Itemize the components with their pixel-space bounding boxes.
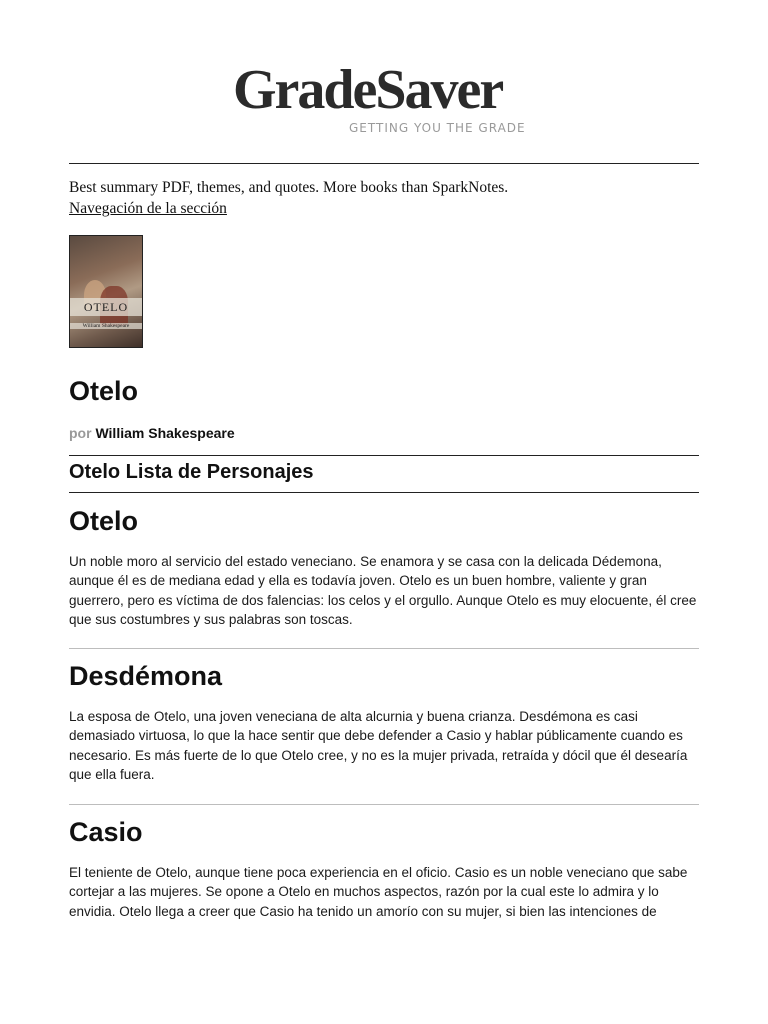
character-description: Un noble moro al servicio del estado veneciano. Se enamora y se casa con la delicada Dédemona, aunque él es de mediana edad y ella es todavía joven. Otelo es un buen hombre, valiente y gran guerrero, pero es víctima de dos falencias: los celos y el orgullo. Aunque Otelo es muy elocuente, él cree que sus costumbres y sus palabras son toscas. — [69, 554, 697, 627]
section-divider-top — [69, 455, 699, 456]
section-title: Otelo Lista de Personajes — [69, 461, 314, 483]
cover-title: OTELO — [83, 300, 129, 314]
character-description: La esposa de Otelo, una joven veneciana de alta alcurnia y buena crianza. Desdémona es casi demasiado virtuosa, lo que la hace sentir que debe defender a Casio y hablar públicamente cuando es necesario. Es más fuerte de lo que Otelo cree, y no es la mujer privada, retraída y dócil que él desearía que ella fuera. — [69, 709, 688, 782]
intro-text: Best summary PDF, themes, and quotes. More books than SparkNotes. — [69, 179, 509, 196]
gradesaver-logo[interactable] — [233, 58, 543, 140]
byline — [69, 425, 235, 441]
header-divider — [69, 163, 699, 164]
character-divider — [69, 648, 699, 649]
book-title: Otelo — [69, 376, 139, 406]
character-description: El teniente de Otelo, aunque tiene poca experiencia en el oficio. Casio es un noble veneciano que sabe cortejar a las mujeres. Se opone a Otelo en muchos aspectos, razón por la cual este lo admira y lo envidia. Otelo llega a creer que Casio ha tenido un amorío con su mujer, si bien las intenciones de — [69, 865, 688, 919]
character-divider — [69, 804, 699, 805]
book-cover-image[interactable] — [69, 235, 143, 348]
cover-author: William Shakespeare — [70, 323, 142, 329]
byline-label: por — [69, 425, 92, 441]
character-name: Otelo — [69, 506, 139, 536]
section-navigation-link[interactable]: Navegación de la sección — [69, 200, 227, 217]
author-link[interactable]: William Shakespeare — [95, 425, 235, 441]
intro-block — [69, 177, 508, 219]
character-name: Desdémona — [69, 661, 223, 691]
logo-tagline: GETTING YOU THE GRADE — [349, 121, 526, 135]
logo-wordmark: GradeSaver — [233, 59, 503, 121]
character-name: Casio — [69, 817, 143, 847]
section-divider-bottom — [69, 492, 699, 493]
